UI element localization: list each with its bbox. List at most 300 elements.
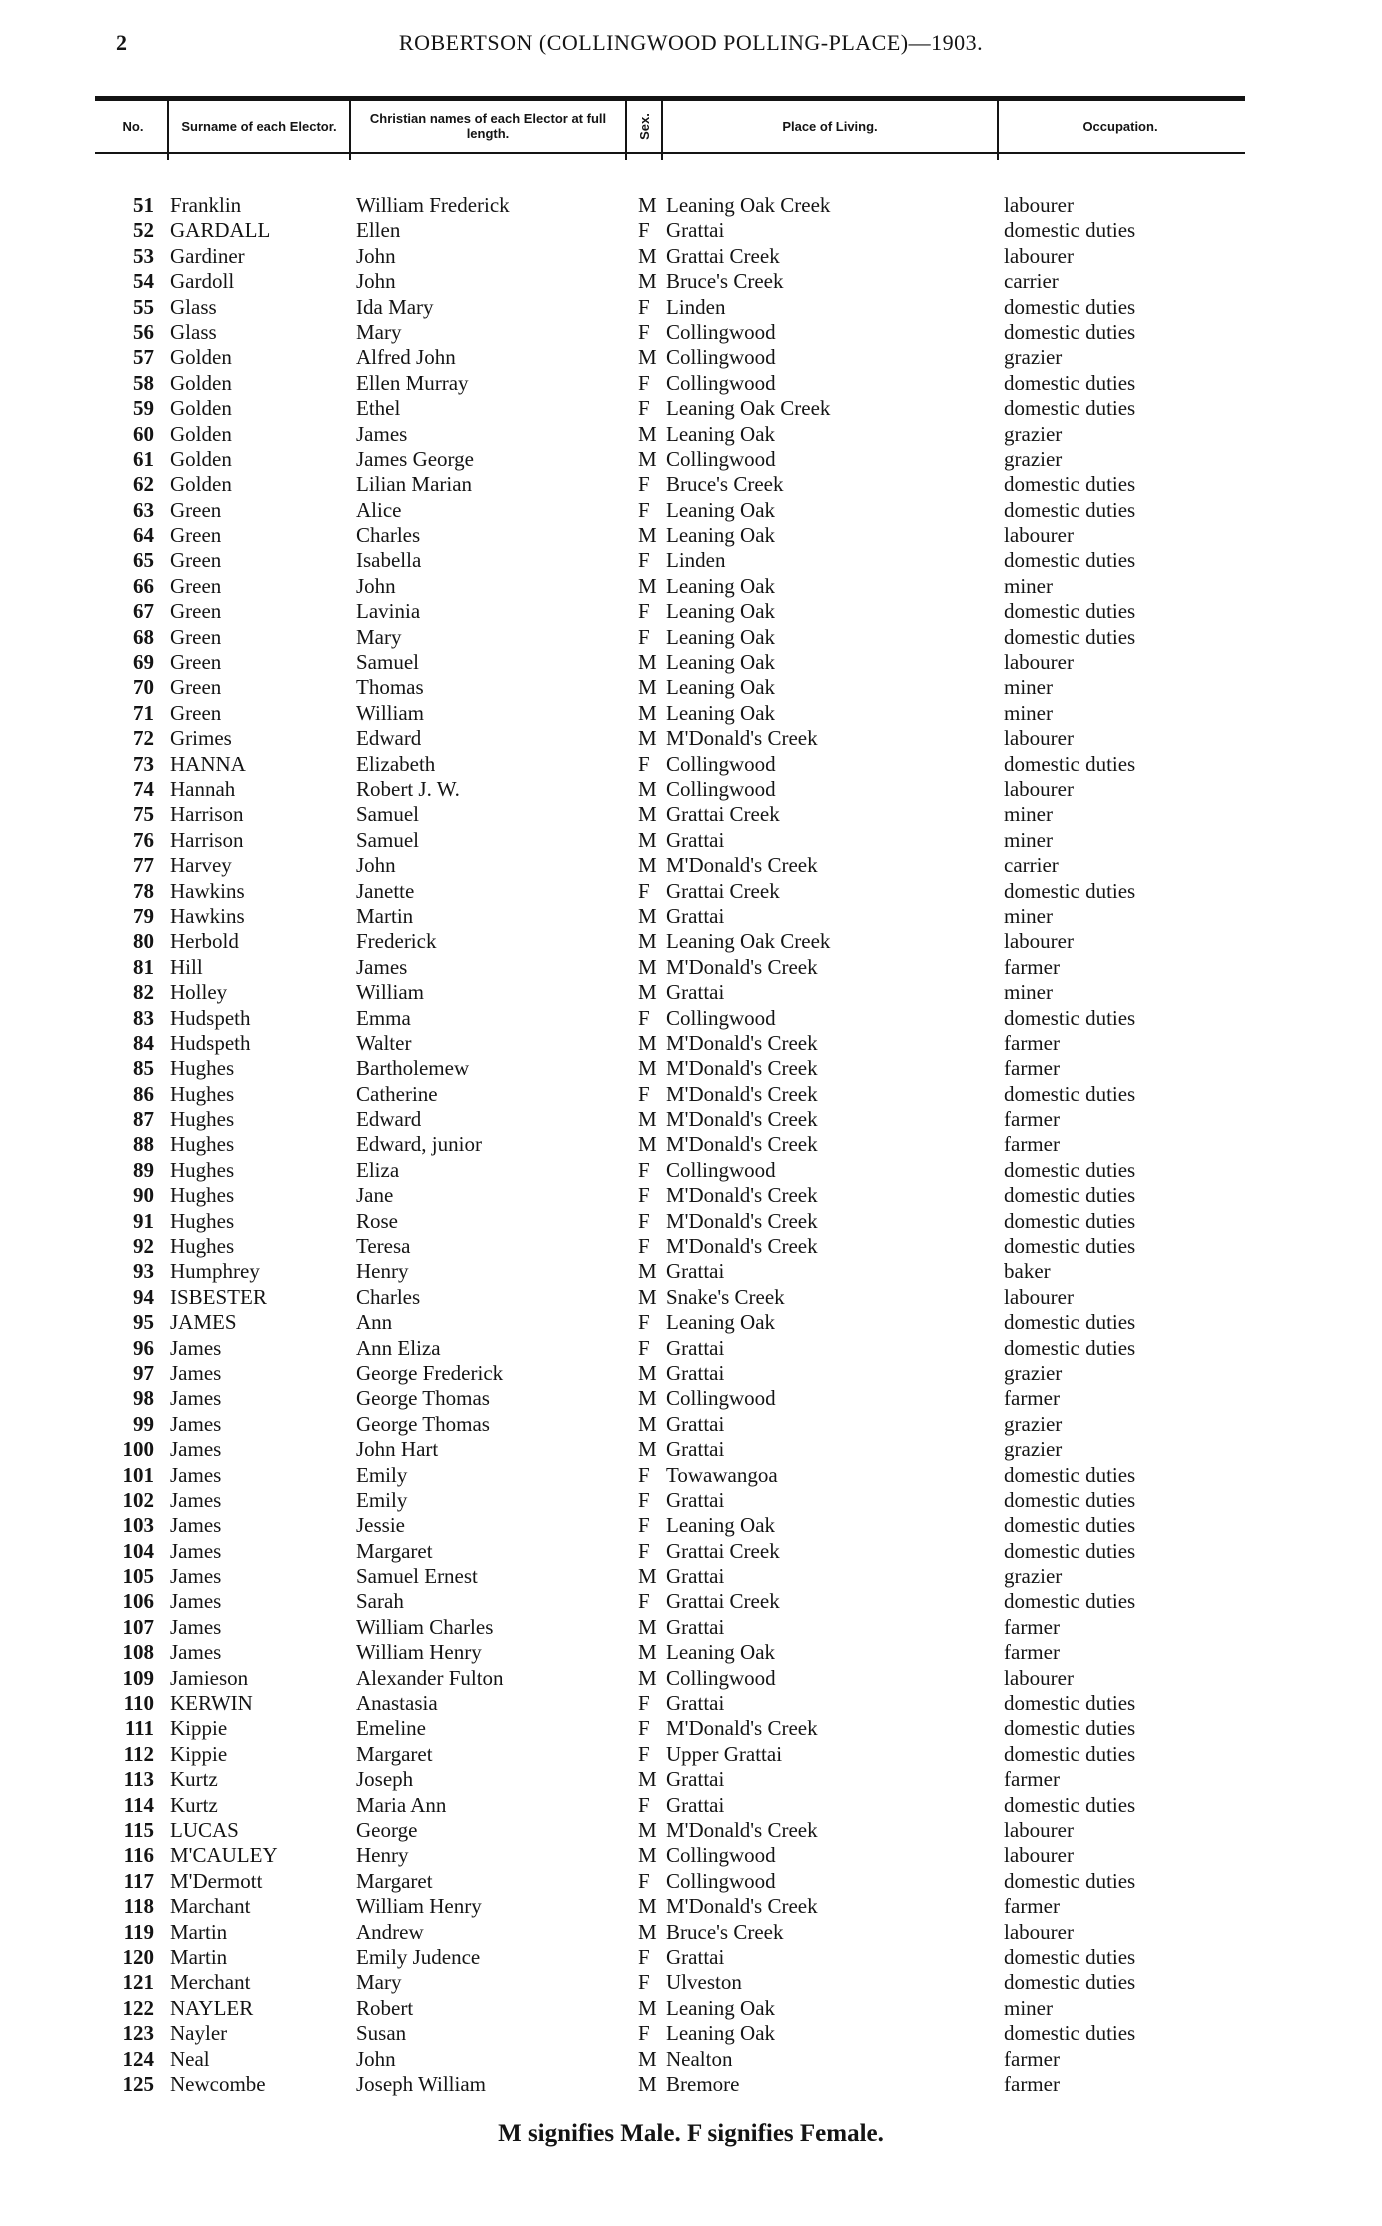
elector-place-of-living: Grattai <box>666 1335 725 1360</box>
elector-christian-names: Emily <box>356 1462 408 1487</box>
elector-surname: Kippie <box>170 1741 228 1766</box>
elector-christian-names: Margaret <box>356 1868 433 1893</box>
elector-sex: M <box>638 1843 657 1868</box>
elector-place-of-living: Grattai Creek <box>666 802 780 827</box>
table-row <box>0 1234 1382 1259</box>
elector-occupation: baker <box>1004 1259 1051 1284</box>
elector-surname: Hughes <box>170 1107 235 1132</box>
column-header-no: No. <box>122 118 144 134</box>
elector-sex: M <box>638 980 657 1005</box>
elector-sex: M <box>638 802 657 827</box>
elector-number: 92 <box>133 1234 154 1259</box>
elector-sex: F <box>638 1487 650 1512</box>
elector-place-of-living: Leaning Oak <box>666 2021 776 2046</box>
elector-place-of-living: M'Donald's Creek <box>666 1107 818 1132</box>
elector-surname: Green <box>170 700 222 725</box>
elector-number: 100 <box>122 1437 154 1462</box>
elector-occupation: domestic duties <box>1004 1944 1136 1969</box>
elector-occupation: farmer <box>1004 1386 1060 1411</box>
elector-occupation: labourer <box>1004 193 1074 217</box>
table-row <box>0 625 1382 650</box>
table-row <box>0 1361 1382 1386</box>
elector-sex: M <box>638 193 657 217</box>
elector-surname: James <box>170 1411 222 1436</box>
footer-note: M signifies Male. F signifies Female. <box>498 2120 884 2147</box>
table-row <box>0 371 1382 396</box>
elector-christian-names: James <box>356 954 408 979</box>
elector-occupation: miner <box>1004 827 1053 852</box>
elector-number: 113 <box>123 1767 154 1792</box>
elector-occupation: miner <box>1004 675 1053 700</box>
elector-occupation: domestic duties <box>1004 1081 1136 1106</box>
elector-place-of-living: M'Donald's Creek <box>666 1894 818 1919</box>
elector-sex: F <box>638 1183 650 1208</box>
elector-number: 65 <box>133 548 154 573</box>
elector-place-of-living: Grattai <box>666 903 725 928</box>
elector-occupation: farmer <box>1004 1894 1060 1919</box>
elector-surname: Martin <box>170 1919 228 1944</box>
elector-sex: M <box>638 954 657 979</box>
page-number: 2 <box>116 30 127 55</box>
elector-sex: M <box>638 2046 657 2071</box>
table-row <box>0 472 1382 497</box>
elector-occupation: domestic duties <box>1004 1792 1136 1817</box>
table-row <box>0 193 1382 218</box>
elector-surname: James <box>170 1386 222 1411</box>
elector-sex: M <box>638 853 657 878</box>
elector-christian-names: William <box>356 700 424 725</box>
elector-christian-names: Edward <box>356 1107 422 1132</box>
table-row <box>0 1843 1382 1868</box>
elector-sex: M <box>638 1665 657 1690</box>
table-row <box>0 320 1382 345</box>
elector-surname: James <box>170 1538 222 1563</box>
elector-number: 105 <box>122 1564 154 1589</box>
elector-christian-names: Ellen Murray <box>356 370 469 395</box>
elector-surname: HANNA <box>170 751 246 776</box>
elector-place-of-living: Grattai Creek <box>666 243 780 268</box>
elector-number: 98 <box>133 1386 154 1411</box>
elector-sex: M <box>638 243 657 268</box>
elector-surname: Hughes <box>170 1183 235 1208</box>
elector-place-of-living: Grattai <box>666 1259 725 1284</box>
elector-christian-names: Edward, junior <box>356 1132 482 1157</box>
table-row <box>0 955 1382 980</box>
elector-place-of-living: Leaning Oak <box>666 573 776 598</box>
elector-sex: F <box>638 1868 650 1893</box>
elector-place-of-living: Leaning Oak <box>666 523 776 548</box>
elector-surname: JAMES <box>170 1310 237 1335</box>
elector-surname: Glass <box>170 294 217 319</box>
elector-occupation: domestic duties <box>1004 878 1136 903</box>
elector-place-of-living: Grattai <box>666 1792 725 1817</box>
elector-place-of-living: M'Donald's Creek <box>666 1056 818 1081</box>
elector-christian-names: John <box>356 2046 396 2071</box>
elector-sex: M <box>638 1056 657 1081</box>
elector-sex: M <box>638 726 657 751</box>
elector-sex: F <box>638 1234 650 1259</box>
elector-surname: James <box>170 1589 222 1614</box>
elector-number: 121 <box>122 1970 154 1995</box>
elector-surname: Green <box>170 650 222 675</box>
elector-surname: Golden <box>170 472 232 497</box>
elector-christian-names: Susan <box>356 2021 407 2046</box>
elector-christian-names: Ida Mary <box>356 294 434 319</box>
elector-christian-names: George Thomas <box>356 1386 490 1411</box>
elector-surname: Hill <box>170 954 203 979</box>
table-row <box>0 1894 1382 1919</box>
elector-surname: M'CAULEY <box>170 1843 278 1868</box>
elector-number: 63 <box>133 497 154 522</box>
elector-place-of-living: Collingwood <box>666 1665 776 1690</box>
table-row <box>0 1209 1382 1234</box>
elector-surname: Newcombe <box>170 2071 266 2096</box>
elector-occupation: miner <box>1004 700 1053 725</box>
elector-place-of-living: M'Donald's Creek <box>666 954 818 979</box>
elector-sex: F <box>638 1310 650 1335</box>
elector-christian-names: Ellen <box>356 218 401 243</box>
elector-number: 84 <box>133 1030 154 1055</box>
elector-surname: Hughes <box>170 1234 235 1259</box>
elector-number: 75 <box>133 802 154 827</box>
elector-sex: F <box>638 497 650 522</box>
elector-surname: Hughes <box>170 1157 235 1182</box>
table-row <box>0 1107 1382 1132</box>
elector-sex: F <box>638 370 650 395</box>
table-row <box>0 1132 1382 1157</box>
elector-christian-names: John Hart <box>356 1437 439 1462</box>
elector-number: 120 <box>122 1944 154 1969</box>
elector-place-of-living: Ulveston <box>666 1970 742 1995</box>
elector-place-of-living: Leaning Oak <box>666 1995 776 2020</box>
elector-occupation: domestic duties <box>1004 624 1136 649</box>
elector-occupation: farmer <box>1004 1107 1060 1132</box>
elector-occupation: farmer <box>1004 1640 1060 1665</box>
elector-place-of-living: M'Donald's Creek <box>666 1081 818 1106</box>
table-row <box>0 574 1382 599</box>
elector-place-of-living: M'Donald's Creek <box>666 1818 818 1842</box>
table-row <box>0 1031 1382 1056</box>
elector-number: 110 <box>123 1691 154 1716</box>
elector-christian-names: William Frederick <box>356 193 510 217</box>
elector-christian-names: Mary <box>356 624 402 649</box>
elector-place-of-living: Linden <box>666 294 726 319</box>
elector-number: 78 <box>133 878 154 903</box>
table-row <box>0 1386 1382 1411</box>
elector-christian-names: Emeline <box>356 1716 426 1741</box>
elector-place-of-living: Grattai <box>666 1564 725 1589</box>
table-row <box>0 1463 1382 1488</box>
elector-christian-names: Andrew <box>356 1919 424 1944</box>
table-row <box>0 1996 1382 2021</box>
elector-occupation: grazier <box>1004 421 1063 446</box>
elector-surname: Humphrey <box>170 1259 260 1284</box>
elector-occupation: domestic duties <box>1004 1513 1136 1538</box>
elector-surname: Harrison <box>170 827 244 852</box>
elector-number: 69 <box>133 650 154 675</box>
elector-surname: James <box>170 1640 222 1665</box>
elector-christian-names: Jessie <box>356 1513 405 1538</box>
elector-surname: M'Dermott <box>170 1868 263 1893</box>
elector-surname: Gardiner <box>170 243 245 268</box>
elector-christian-names: Emily Judence <box>356 1944 481 1969</box>
elector-place-of-living: Bruce's Creek <box>666 472 784 497</box>
elector-number: 51 <box>133 193 154 217</box>
elector-place-of-living: Grattai <box>666 1614 725 1639</box>
elector-place-of-living: Collingwood <box>666 446 776 471</box>
table-row <box>0 1691 1382 1716</box>
elector-number: 117 <box>123 1868 154 1893</box>
elector-sex: M <box>638 1919 657 1944</box>
column-header-sex-label: Sex. <box>636 112 652 140</box>
elector-number: 73 <box>133 751 154 776</box>
table-row <box>0 1564 1382 1589</box>
table-row <box>0 1767 1382 1792</box>
elector-surname: Golden <box>170 370 232 395</box>
elector-sex: F <box>638 1081 650 1106</box>
elector-occupation: miner <box>1004 802 1053 827</box>
elector-sex: M <box>638 1767 657 1792</box>
table-row <box>0 853 1382 878</box>
table-row <box>0 1640 1382 1665</box>
table-row <box>0 1970 1382 1995</box>
elector-place-of-living: Collingwood <box>666 751 776 776</box>
elector-occupation: domestic duties <box>1004 599 1136 624</box>
elector-christian-names: Isabella <box>356 548 422 573</box>
table-row <box>0 1183 1382 1208</box>
elector-occupation: domestic duties <box>1004 1005 1136 1030</box>
elector-number: 61 <box>133 446 154 471</box>
table-row <box>0 2021 1382 2046</box>
elector-surname: James <box>170 1487 222 1512</box>
elector-occupation: grazier <box>1004 1437 1063 1462</box>
elector-place-of-living: Grattai Creek <box>666 1538 780 1563</box>
elector-christian-names: Charles <box>356 523 421 548</box>
table-row <box>0 1513 1382 1538</box>
table-row <box>0 1082 1382 1107</box>
elector-number: 122 <box>122 1995 154 2020</box>
elector-occupation: farmer <box>1004 2071 1060 2096</box>
elector-christian-names: Maria Ann <box>356 1792 447 1817</box>
table-row <box>0 1666 1382 1691</box>
elector-christian-names: Joseph <box>356 1767 414 1792</box>
elector-place-of-living: Bruce's Creek <box>666 269 784 294</box>
elector-christian-names: Alfred John <box>356 345 456 370</box>
table-row <box>0 1818 1382 1843</box>
elector-sex: F <box>638 751 650 776</box>
elector-number: 85 <box>133 1056 154 1081</box>
elector-sex: M <box>638 700 657 725</box>
elector-number: 76 <box>133 827 154 852</box>
elector-sex: M <box>638 1132 657 1157</box>
table-row <box>0 1539 1382 1564</box>
elector-number: 64 <box>133 523 154 548</box>
elector-occupation: domestic duties <box>1004 472 1136 497</box>
elector-number: 89 <box>133 1157 154 1182</box>
elector-place-of-living: Grattai <box>666 1437 725 1462</box>
elector-number: 59 <box>133 396 154 421</box>
elector-sex: F <box>638 599 650 624</box>
elector-christian-names: Martin <box>356 903 414 928</box>
elector-surname: Green <box>170 497 222 522</box>
elector-number: 104 <box>122 1538 154 1563</box>
table-row <box>0 980 1382 1005</box>
elector-surname: KERWIN <box>170 1691 253 1716</box>
elector-number: 88 <box>133 1132 154 1157</box>
table-row <box>0 396 1382 421</box>
elector-place-of-living: Snake's Creek <box>666 1284 785 1309</box>
elector-sex: M <box>638 1894 657 1919</box>
elector-occupation: labourer <box>1004 523 1074 548</box>
elector-surname: Hudspeth <box>170 1030 251 1055</box>
elector-surname: Kurtz <box>170 1792 218 1817</box>
elector-number: 107 <box>122 1614 154 1639</box>
table-row <box>0 1437 1382 1462</box>
elector-number: 124 <box>122 2046 154 2071</box>
elector-surname: Golden <box>170 421 232 446</box>
elector-occupation: domestic duties <box>1004 2021 1136 2046</box>
elector-surname: Green <box>170 624 222 649</box>
elector-occupation: domestic duties <box>1004 1970 1136 1995</box>
table-row <box>0 2072 1382 2097</box>
elector-place-of-living: Grattai <box>666 1944 725 1969</box>
table-row <box>0 650 1382 675</box>
elector-occupation: domestic duties <box>1004 548 1136 573</box>
elector-occupation: labourer <box>1004 650 1074 675</box>
elector-occupation: labourer <box>1004 1284 1074 1309</box>
elector-surname: Hawkins <box>170 878 245 903</box>
elector-number: 67 <box>133 599 154 624</box>
elector-number: 97 <box>133 1360 154 1385</box>
table-row <box>0 1589 1382 1614</box>
elector-number: 58 <box>133 370 154 395</box>
elector-surname: Hughes <box>170 1081 235 1106</box>
elector-sex: M <box>638 903 657 928</box>
elector-number: 77 <box>133 853 154 878</box>
elector-number: 91 <box>133 1208 154 1233</box>
table-row <box>0 548 1382 573</box>
elector-christian-names: James <box>356 421 408 446</box>
table-row <box>0 2047 1382 2072</box>
elector-occupation: domestic duties <box>1004 1589 1136 1614</box>
elector-christian-names: Lavinia <box>356 599 421 624</box>
elector-christian-names: Ann <box>356 1310 393 1335</box>
elector-christian-names: Edward <box>356 726 422 751</box>
elector-surname: ISBESTER <box>170 1284 267 1309</box>
elector-number: 70 <box>133 675 154 700</box>
elector-surname: Harvey <box>170 853 232 878</box>
elector-sex: F <box>638 2021 650 2046</box>
elector-christian-names: Bartholemew <box>356 1056 470 1081</box>
elector-surname: Golden <box>170 396 232 421</box>
elector-surname: Gardoll <box>170 269 235 294</box>
elector-christian-names: Robert J. W. <box>356 776 460 801</box>
elector-number: 99 <box>133 1411 154 1436</box>
elector-sex: F <box>638 472 650 497</box>
elector-sex: M <box>638 1386 657 1411</box>
elector-sex: M <box>638 1360 657 1385</box>
elector-christian-names: Henry <box>356 1259 409 1284</box>
elector-surname: NAYLER <box>170 1995 254 2020</box>
elector-sex: F <box>638 294 650 319</box>
elector-number: 118 <box>123 1894 154 1919</box>
table-row <box>0 777 1382 802</box>
elector-occupation: domestic duties <box>1004 319 1136 344</box>
elector-occupation: domestic duties <box>1004 1691 1136 1716</box>
elector-sex: F <box>638 1005 650 1030</box>
elector-christian-names: Lilian Marian <box>356 472 473 497</box>
elector-surname: Hawkins <box>170 903 245 928</box>
elector-sex: M <box>638 523 657 548</box>
elector-place-of-living: Bruce's Creek <box>666 1919 784 1944</box>
elector-number: 103 <box>122 1513 154 1538</box>
elector-surname: Grimes <box>170 726 232 751</box>
table-row <box>0 269 1382 294</box>
elector-place-of-living: Grattai Creek <box>666 1589 780 1614</box>
elector-number: 123 <box>122 2021 154 2046</box>
header-rule-top <box>95 96 1245 101</box>
elector-sex: F <box>638 1944 650 1969</box>
elector-place-of-living: Collingwood <box>666 776 776 801</box>
elector-christian-names: Eliza <box>356 1157 400 1182</box>
elector-christian-names: William <box>356 980 424 1005</box>
elector-occupation: labourer <box>1004 726 1074 751</box>
elector-place-of-living: M'Donald's Creek <box>666 1030 818 1055</box>
elector-place-of-living: Collingwood <box>666 345 776 370</box>
elector-place-of-living: Grattai <box>666 827 725 852</box>
elector-place-of-living: Leaning Oak Creek <box>666 396 831 421</box>
elector-occupation: grazier <box>1004 1564 1063 1589</box>
elector-christian-names: Frederick <box>356 929 437 954</box>
column-divider <box>625 98 627 160</box>
elector-surname: James <box>170 1437 222 1462</box>
elector-occupation: labourer <box>1004 776 1074 801</box>
elector-occupation: domestic duties <box>1004 396 1136 421</box>
elector-number: 54 <box>133 269 154 294</box>
elector-sex: F <box>638 548 650 573</box>
elector-sex: M <box>638 2071 657 2096</box>
elector-occupation: miner <box>1004 980 1053 1005</box>
elector-occupation: miner <box>1004 903 1053 928</box>
elector-place-of-living: Grattai <box>666 980 725 1005</box>
elector-christian-names: Ann Eliza <box>356 1335 441 1360</box>
elector-surname: Green <box>170 599 222 624</box>
elector-number: 90 <box>133 1183 154 1208</box>
elector-christian-names: Charles <box>356 1284 421 1309</box>
elector-number: 55 <box>133 294 154 319</box>
elector-christian-names: Samuel <box>356 802 419 827</box>
elector-number: 119 <box>123 1919 154 1944</box>
elector-occupation: domestic duties <box>1004 497 1136 522</box>
elector-place-of-living: Collingwood <box>666 1386 776 1411</box>
elector-surname: Hudspeth <box>170 1005 251 1030</box>
column-header-christian-names: Christian names of each Elector at full length. <box>369 111 607 141</box>
elector-christian-names: Mary <box>356 319 402 344</box>
elector-number: 112 <box>123 1741 154 1766</box>
elector-surname: James <box>170 1564 222 1589</box>
elector-christian-names: Emma <box>356 1005 411 1030</box>
elector-sex: F <box>638 1691 650 1716</box>
elector-occupation: labourer <box>1004 243 1074 268</box>
elector-place-of-living: Leaning Oak <box>666 421 776 446</box>
elector-number: 66 <box>133 573 154 598</box>
table-row <box>0 904 1382 929</box>
elector-occupation: grazier <box>1004 446 1063 471</box>
elector-occupation: grazier <box>1004 1411 1063 1436</box>
elector-surname: James <box>170 1462 222 1487</box>
table-row <box>0 802 1382 827</box>
elector-surname: Hughes <box>170 1208 235 1233</box>
